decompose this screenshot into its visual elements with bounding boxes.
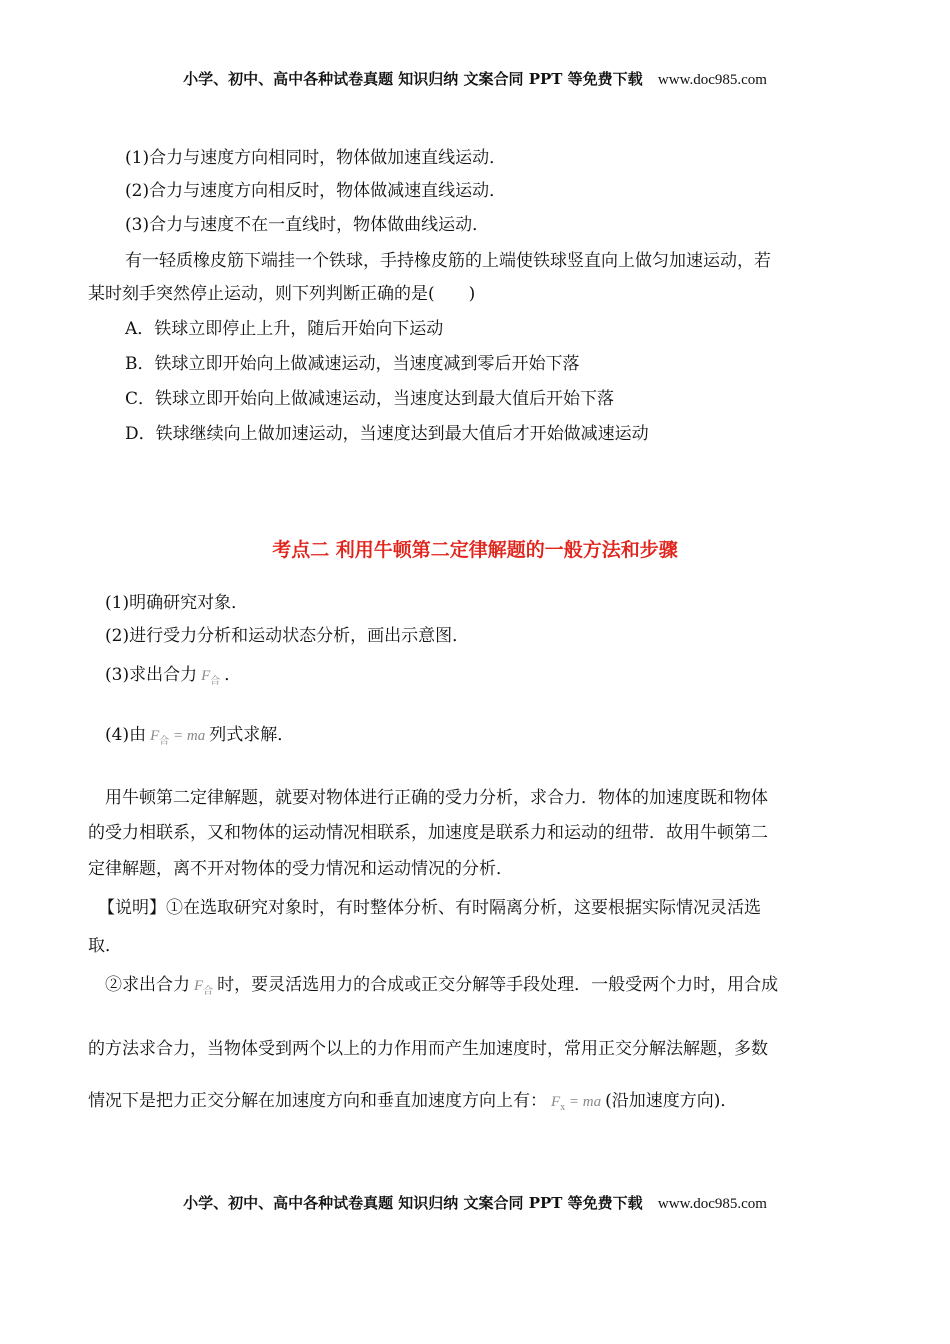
f-symbol: F bbox=[201, 668, 211, 684]
step-3-label: (3)求出合力 bbox=[105, 665, 198, 685]
note-line-1: 【说明】①在选取研究对象时，有时整体分析、有时隔离分析，这要根据实际情况灵活选 bbox=[98, 898, 761, 918]
x-subscript: x bbox=[560, 1102, 566, 1113]
f-he-formula bbox=[201, 668, 221, 687]
step-4-label: (4)由 bbox=[105, 725, 147, 745]
option-d: D．铁球继续向上做加速运动，当速度达到最大值后才开始做减速运动 bbox=[125, 424, 649, 444]
question-line-1: 有一轻质橡皮筋下端挂一个铁球，手持橡皮筋的上端使铁球竖直向上做匀加速运动，若 bbox=[125, 251, 771, 271]
note-5-end: (沿加速度方向)． bbox=[605, 1091, 738, 1111]
rule-3: (3)合力与速度不在一直线时，物体做曲线运动． bbox=[125, 215, 490, 235]
header-text: 小学、初中、高中各种试卷真题 知识归纳 文案合同 PPT 等免费下载 bbox=[183, 70, 643, 88]
para-line-2: 的受力相联系，又和物体的运动情况相联系，加速度是联系力和运动的纽带．故用牛顿第二 bbox=[88, 823, 768, 843]
option-c: C．铁球立即开始向上做减速运动，当速度达到最大值后开始下落 bbox=[125, 389, 615, 409]
note-line-2: 取． bbox=[88, 936, 122, 956]
step-3-end: ． bbox=[224, 665, 242, 685]
para-line-3: 定律解题，离不开对物体的受力情况和运动情况的分析． bbox=[88, 859, 513, 879]
f-subscript: 合 bbox=[210, 676, 221, 687]
eq-ma-2: = ma bbox=[568, 1094, 602, 1110]
note-line-3 bbox=[105, 974, 778, 1003]
footer-text: 小学、初中、高中各种试卷真题 知识归纳 文案合同 PPT 等免费下载 bbox=[183, 1194, 643, 1212]
note-line-5 bbox=[88, 1090, 737, 1119]
note-line-4: 的方法求合力，当物体受到两个以上的力作用而产生加速度时，常用正交分解法解题，多数 bbox=[88, 1039, 768, 1059]
footer-url: www.doc985.com bbox=[657, 1196, 767, 1212]
step-3 bbox=[105, 664, 241, 693]
note-5-label: 情况下是把力正交分解在加速度方向和垂直加速度方向上有： bbox=[88, 1091, 547, 1111]
rule-2: (2)合力与速度方向相反时，物体做减速直线运动． bbox=[125, 181, 507, 201]
f-symbol-3: F bbox=[194, 978, 204, 994]
eq-ma: = ma bbox=[173, 728, 206, 744]
header-url: www.doc985.com bbox=[657, 72, 767, 88]
fx-formula bbox=[551, 1094, 602, 1113]
note-3-rest: 时，要灵活选用力的合成或正交分解等手段处理．一般受两个力时，用合成 bbox=[217, 975, 779, 995]
f-symbol-2: F bbox=[150, 728, 160, 744]
newton-formula bbox=[150, 728, 206, 747]
rule-1: (1)合力与速度方向相同时，物体做加速直线运动． bbox=[125, 148, 507, 168]
option-a: A．铁球立即停止上升，随后开始向下运动 bbox=[125, 319, 444, 339]
step-2: (2)进行受力分析和运动状态分析，画出示意图． bbox=[105, 626, 470, 646]
step-1: (1)明确研究对象． bbox=[105, 593, 249, 613]
note-3-label: ②求出合力 bbox=[105, 975, 190, 995]
section-title: 考点二 利用牛顿第二定律解题的一般方法和步骤 bbox=[272, 539, 678, 561]
option-b: B．铁球立即开始向上做减速运动，当速度减到零后开始下落 bbox=[125, 354, 580, 374]
page-footer bbox=[0, 1192, 950, 1213]
f-subscript-3: 合 bbox=[203, 986, 214, 997]
page-header bbox=[0, 68, 950, 89]
step-4 bbox=[105, 724, 294, 753]
f-symbol-4: F bbox=[551, 1094, 561, 1110]
question-line-2: 某时刻手突然停止运动，则下列判断正确的是( ) bbox=[88, 284, 476, 304]
f-he-formula-2 bbox=[194, 978, 214, 997]
para-line-1: 用牛顿第二定律解题，就要对物体进行正确的受力分析，求合力．物体的加速度既和物体 bbox=[105, 788, 768, 808]
step-4-end: 列式求解． bbox=[209, 725, 295, 745]
f-subscript-2: 合 bbox=[159, 736, 170, 747]
